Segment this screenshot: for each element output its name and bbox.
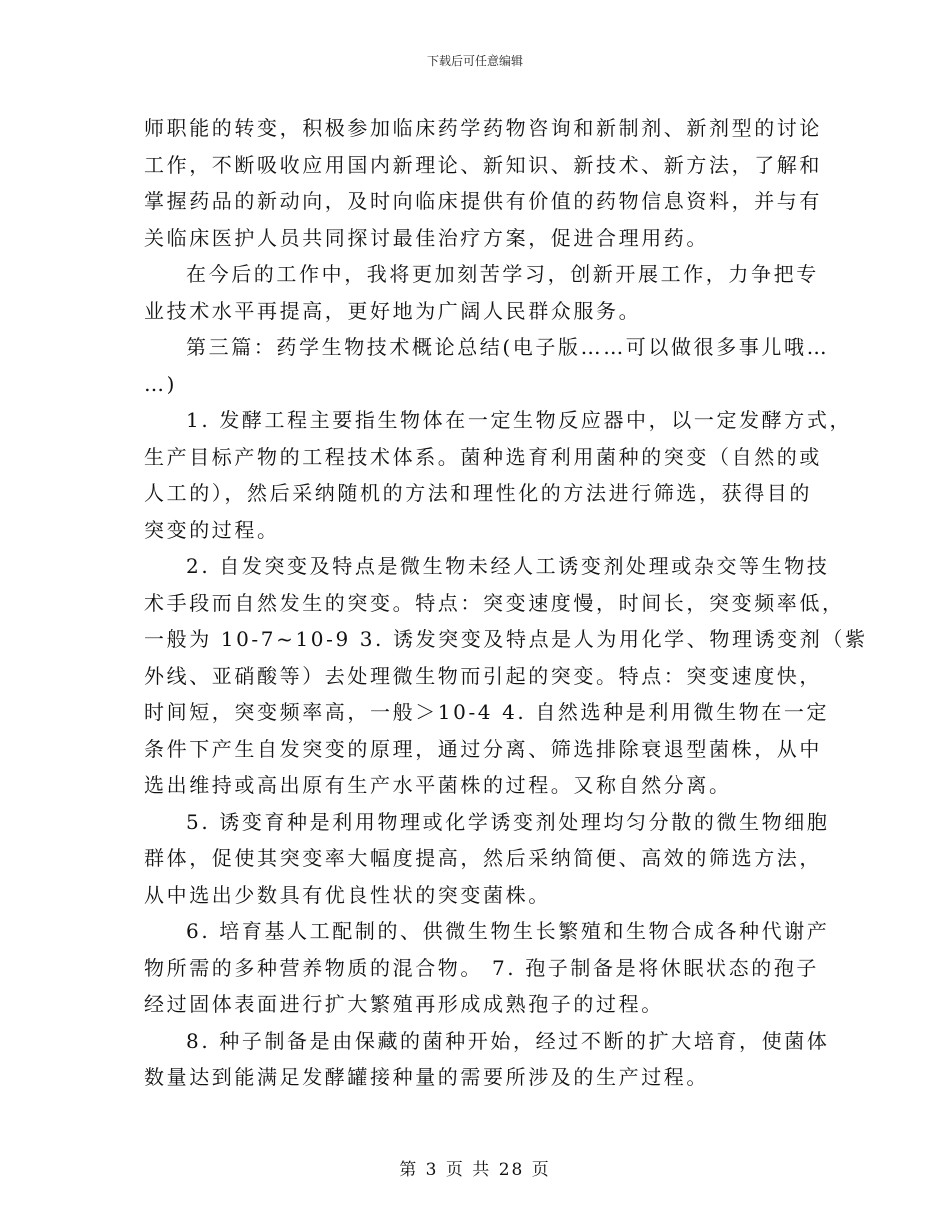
text-line: 1. 发酵工程主要指生物体在一定生物反应器中，以一定发酵方式， [186, 408, 853, 432]
text-line: 突变的过程。 [144, 517, 280, 542]
text-line: 生产目标产物的工程技术体系。菌种选育利用菌种的突变（自然的或 [144, 444, 822, 469]
text-line: 物所需的多种营养物质的混合物。 7. 孢子制备是将休眠状态的孢子 [144, 955, 819, 980]
text-line: 掌握药品的新动向，及时向临床提供有价值的药物信息资料，并与有 [144, 189, 822, 213]
page-header: 下载后可任意编辑 [426, 54, 523, 68]
section-heading: 第三篇：药学生物技术概论总结(电子版……可以做很多事儿哦… [186, 335, 830, 359]
text-line: 时间短，突变频率高，一般＞10-4 4. 自然选种是利用微生物在一定 [144, 700, 830, 724]
text-line: 群体，促使其突变率大幅度提高，然后采纳简便、高效的筛选方法， [144, 846, 822, 870]
text-line: 从中选出少数具有优良性状的突变菌株。 [144, 882, 551, 907]
text-line: 一般为 10-7~10-9 3. 诱发突变及特点是人为用化学、物理诱变剂（紫 [144, 627, 868, 651]
text-line: 在今后的工作中，我将更加刻苦学习，创新开展工作，力争把专 [186, 262, 819, 286]
text-line: 6. 培育基人工配制的、供微生物生长繁殖和生物合成各种代谢产 [186, 919, 830, 943]
text-line: …) [144, 371, 178, 396]
text-line: 师职能的转变，积极参加临床药学药物咨询和新制剂、新剂型的讨论 [144, 116, 822, 140]
page-number-footer: 第 3 页 共 28 页 [399, 1160, 551, 1180]
text-line: 数量达到能满足发酵罐接种量的需要所涉及的生产过程。 [144, 1065, 709, 1089]
text-line: 外线、亚硝酸等）去处理微生物而引起的突变。特点：突变速度快， [144, 663, 822, 688]
text-line: 5. 诱变育种是利用物理或化学诱变剂处理均匀分散的微生物细胞 [186, 809, 830, 834]
text-line: 人工的），然后采纳随机的方法和理性化的方法进行筛选，获得目的 [144, 481, 812, 505]
document-body [144, 110, 868, 1096]
text-line: 工作，不断吸收应用国内新理论、新知识、新技术、新方法，了解和 [144, 152, 822, 177]
text-line: 业技术水平再提高，更好地为广阔人民群众服务。 [144, 298, 642, 323]
text-line: 关临床医护人员共同探讨最佳治疗方案，促进合理用药。 [144, 225, 709, 250]
text-line: 条件下产生自发突变的原理，通过分离、筛选排除衰退型菌株，从中 [144, 736, 822, 761]
text-line: 2. 自发突变及特点是微生物未经人工诱变剂处理或杂交等生物技 [186, 554, 830, 578]
text-line: 经过固体表面进行扩大繁殖再形成成熟孢子的过程。 [144, 992, 664, 1016]
text-line: 选出维持或高出原有生产水平菌株的过程。又称自然分离。 [144, 773, 732, 797]
text-line: 术手段而自然发生的突变。特点：突变速度慢，时间长，突变频率低， [144, 590, 845, 615]
text-line: 8. 种子制备是由保藏的菌种开始，经过不断的扩大培育，使菌体 [186, 1028, 830, 1053]
